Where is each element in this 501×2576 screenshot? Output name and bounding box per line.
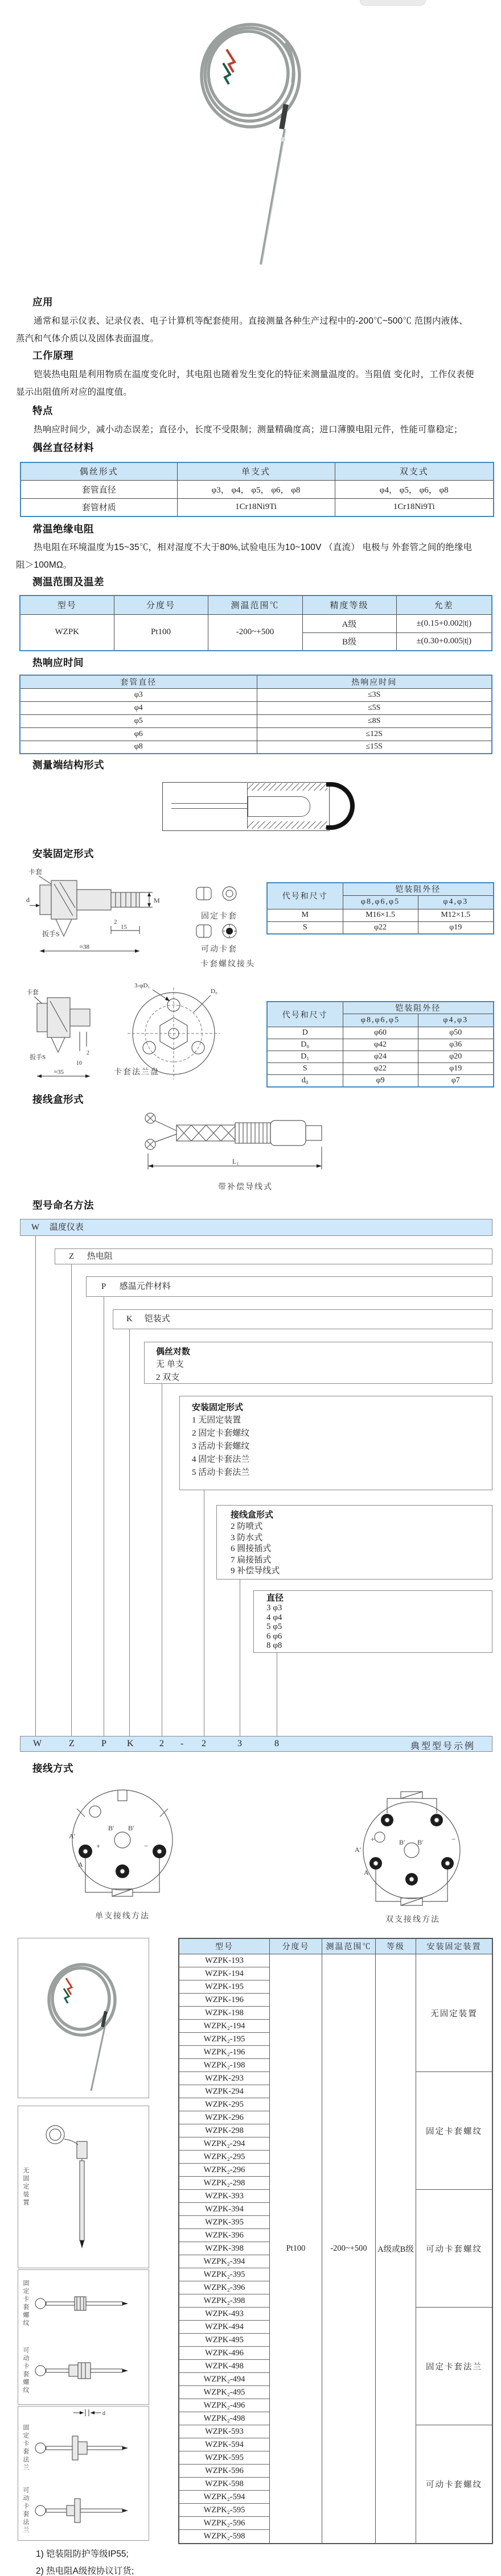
naming-box-title: 接线盒形式 — [231, 1510, 274, 1520]
model-cell: WZPK₂-494 — [179, 2373, 269, 2386]
thread-table-cell: M12×1.5 — [418, 909, 494, 921]
wire-cell: 套管材质 — [20, 498, 177, 516]
probe-drawing-fixed-flange — [32, 2428, 129, 2468]
svg-text:B′: B′ — [417, 1838, 424, 1846]
code-letter: 3 — [237, 1739, 242, 1748]
response-row — [20, 701, 492, 714]
heading-application: 应用 — [32, 296, 53, 308]
model-column — [179, 1954, 269, 2543]
d-dimension — [72, 2409, 106, 2417]
response-cell: ≤3S — [257, 688, 492, 701]
wire-table — [20, 462, 494, 517]
double-wiring-diagram — [344, 1791, 478, 1913]
heading-range: 测温范围及温差 — [32, 576, 104, 588]
response-row — [20, 741, 492, 754]
model-cell: WZPK-198 — [179, 2007, 269, 2020]
naming-box-item: 9 补偿导线式 — [231, 1566, 280, 1576]
probe-caption: 可动卡套法兰 — [22, 2487, 29, 2535]
model-cell: WZPK-594 — [179, 2438, 269, 2451]
response-cell: ≤5S — [257, 701, 492, 714]
model-cell: WZPK₂-594 — [179, 2491, 269, 2504]
naming-connector — [35, 1236, 36, 1736]
code-letter: 2 — [159, 1739, 164, 1748]
flange-table-cell: S — [267, 1063, 343, 1075]
model-cell: WZPK-194 — [179, 1967, 269, 1980]
code-letter: K — [127, 1739, 134, 1748]
response-cell: ≤15S — [257, 741, 492, 754]
wire-cell: 1Cr18Ni9Ti — [177, 498, 335, 516]
probe-photo — [18, 1938, 149, 2098]
model-cell: WZPK-396 — [179, 2229, 269, 2242]
thread-size-table — [266, 882, 494, 935]
model-table-col-header: 等级 — [375, 1939, 416, 1954]
model-cell: WZPK-393 — [179, 2190, 269, 2203]
probe-photo-box — [18, 1938, 149, 2098]
code-letter: Z — [69, 1739, 75, 1748]
model-cell: WZPK₂-196 — [179, 2046, 269, 2059]
svg-text:A′: A′ — [69, 1832, 76, 1840]
svg-text:2: 2 — [114, 919, 117, 925]
code-letter: W — [33, 1739, 42, 1748]
thread-table-corner: 代号和尺寸 — [267, 883, 343, 909]
flange-table-cell: D₀ — [267, 1039, 343, 1051]
response-cell: ≤12S — [257, 727, 492, 741]
thread-table-cell: φ22 — [343, 921, 418, 934]
svg-text:A: A — [364, 1868, 369, 1876]
thread-table-cell: S — [267, 921, 343, 934]
naming-box-item: 3 活动卡套螺纹 — [192, 1442, 250, 1451]
naming-box-item: 3 防水式 — [231, 1533, 263, 1543]
svg-text:d: d — [26, 896, 30, 904]
svg-text:B′: B′ — [128, 1824, 134, 1832]
range-graduation: Pt100 — [114, 614, 208, 651]
flange-table-row — [267, 1027, 494, 1039]
svg-text:扳手S: 扳手S — [30, 1054, 46, 1061]
range-table — [19, 595, 492, 651]
naming-code: P — [101, 1282, 106, 1291]
svg-text:15: 15 — [121, 924, 127, 931]
model-cell: WZPK-295 — [179, 2098, 269, 2111]
flange-table-cell: φ7 — [418, 1075, 494, 1087]
flange-table-sub: φ8,φ6,φ5 — [343, 1014, 418, 1027]
model-cell: WZPK₂-198 — [179, 2059, 269, 2072]
range-tolerance: ±(0.15+0.002|t|) — [396, 614, 492, 632]
naming-box-item: 7 扁接插式 — [231, 1555, 272, 1565]
svg-text:扳手S: 扳手S — [42, 930, 60, 938]
probe-caption: 可动卡套螺纹 — [22, 2347, 29, 2395]
mount-group-column — [416, 1954, 492, 2543]
probe-drawing-movable-flange — [32, 2491, 129, 2530]
model-cell: WZPK₂-294 — [179, 2137, 269, 2151]
heading-response: 热响应时间 — [32, 657, 84, 668]
range-col-header: 型号 — [20, 596, 114, 614]
code-letter: 8 — [274, 1739, 279, 1748]
wire-col-header: 双支式 — [335, 462, 494, 480]
scroll-pill — [360, 0, 426, 6]
flange-table-cell: φ19 — [418, 1063, 494, 1075]
flange-fitting-caption: 卡套法兰盘 — [114, 1068, 159, 1077]
flange-table-cell: φ50 — [418, 1027, 494, 1039]
application-line-2: 蒸汽和气体介质以及固体表面温度。 — [16, 334, 159, 344]
svg-text:2: 2 — [87, 1050, 89, 1056]
flange-table-cell: φ36 — [418, 1039, 494, 1051]
response-cell: φ3 — [20, 688, 257, 701]
compensation-lead-drawing — [142, 1109, 347, 1177]
naming-label: 温度仪表 — [49, 1223, 84, 1232]
response-cell: ≤8S — [257, 714, 492, 727]
heading-tip: 测量端结构形式 — [32, 759, 104, 771]
flange-table-row — [267, 1039, 494, 1051]
model-cell: WZPK₂-298 — [179, 2177, 269, 2190]
model-cell: WZPK₂-195 — [179, 2033, 269, 2046]
model-table-col-header: 型号 — [215, 1943, 233, 1951]
svg-text:−: − — [144, 1842, 149, 1850]
naming-box-item: 3 φ3 — [266, 1603, 282, 1612]
model-cell: WZPK-394 — [179, 2203, 269, 2216]
naming-box-title: 安装固定形式 — [192, 1403, 244, 1412]
code-letter: P — [101, 1739, 106, 1748]
model-cell: WZPK-496 — [179, 2347, 269, 2360]
naming-box-item: 2 防喷式 — [231, 1522, 263, 1531]
naming-label: 铠装式 — [144, 1314, 170, 1324]
model-cell: WZPK₂-295 — [179, 2151, 269, 2164]
naming-code: K — [126, 1314, 133, 1324]
naming-label: 热电阻 — [87, 1252, 113, 1261]
svg-text:A: A — [78, 1860, 83, 1868]
model-cell: WZPK-293 — [179, 2072, 269, 2085]
movable-ferrule-icon — [191, 921, 248, 945]
principle-line-2: 显示出阻值所对应的温度值。 — [16, 387, 133, 397]
mount-group-cell: 可动卡套螺纹 — [426, 2480, 482, 2490]
model-cell: WZPK₂-595 — [179, 2504, 269, 2517]
model-cell: WZPK-595 — [179, 2451, 269, 2465]
response-row — [20, 688, 492, 701]
tip-structure-drawing — [162, 782, 358, 831]
model-cell: WZPK-493 — [179, 2308, 269, 2321]
svg-text:+: + — [96, 1842, 101, 1850]
svg-text:B′: B′ — [108, 1824, 114, 1832]
response-cell: φ6 — [20, 727, 257, 741]
thread-table-row — [267, 909, 494, 921]
model-cell: WZPK-593 — [179, 2425, 269, 2438]
thread-table-sub: φ8,φ6,φ5 — [343, 895, 418, 909]
model-cell: WZPK₂-496 — [179, 2399, 269, 2412]
flange-table-cell: φ42 — [343, 1039, 418, 1051]
single-wiring-diagram — [60, 1786, 185, 1908]
wire-cell: 套管直径 — [20, 480, 177, 498]
range-grade: A级 — [302, 614, 396, 632]
range-range: -200~+500 — [208, 614, 302, 651]
probe-caption: 无固定装置 — [22, 2167, 29, 2207]
thread-table-cell: φ19 — [418, 921, 494, 934]
model-cell: WZPK-495 — [179, 2334, 269, 2347]
model-cell: WZPK-398 — [179, 2242, 269, 2255]
double-wiring-caption: 双支接线方法 — [385, 1916, 440, 1924]
flange-table-corner: 代号和尺寸 — [267, 1002, 343, 1027]
naming-junction-box — [216, 1505, 492, 1579]
probe-drawing-plain — [32, 2119, 135, 2255]
naming-box-item: 6 φ6 — [266, 1631, 282, 1641]
naming-diameter-box — [253, 1590, 492, 1653]
footnote: 1) 铠装阻防护等级IP55; — [36, 2549, 129, 2559]
model-cell: WZPK-294 — [179, 2085, 269, 2098]
fixed-ferrule-label: 固定卡套 — [201, 912, 237, 921]
thread-table-row — [267, 921, 494, 934]
heading-naming: 型号命名方法 — [32, 1200, 94, 1211]
model-cell: WZPK₂-398 — [179, 2294, 269, 2308]
range-grade: B级 — [302, 632, 396, 651]
application-line-1: 通常和显示仪表、记录仪表、电子计算机等配套使用。直接测量各种生产过程中的-200℃~500℃ 范围内液体、 — [34, 316, 468, 326]
model-cell: WZPK₂-296 — [179, 2164, 269, 2177]
thread-table-cell: M16×1.5 — [343, 909, 418, 921]
features-line: 热响应时间少，减小动态误差；直径小，长度不受限制；测量精确度高；进口薄膜电阻元件，性能可靠稳定； — [34, 425, 463, 435]
model-cell: WZPK-494 — [179, 2321, 269, 2334]
naming-box-item: 6 圆接插式 — [231, 1544, 272, 1553]
model-cell: WZPK₂-498 — [179, 2412, 269, 2425]
flange-table-cell: D₁ — [267, 1051, 343, 1063]
model-cell: WZPK₂-194 — [179, 2020, 269, 2033]
svg-text:d: d — [102, 2410, 105, 2417]
svg-text:B′: B′ — [399, 1838, 405, 1846]
range-col-header: 精度等级 — [302, 596, 396, 614]
response-row — [20, 727, 492, 741]
range-model: WZPK — [20, 614, 114, 651]
svg-text:+: + — [371, 1835, 375, 1843]
model-cell: WZPK-195 — [179, 1980, 269, 1994]
single-wiring-caption: 单支接线方法 — [95, 1912, 150, 1921]
naming-level-k — [113, 1309, 492, 1329]
naming-box-item: 4 固定卡套法兰 — [192, 1455, 250, 1464]
svg-text:A′: A′ — [355, 1846, 362, 1854]
model-cell: WZPK₂-598 — [203, 2532, 245, 2541]
probe-image-box-3 — [18, 2406, 149, 2541]
flange-table-group: 铠装阻外径 — [343, 1002, 494, 1014]
code-letter: - — [180, 1739, 184, 1748]
response-cell: φ5 — [20, 714, 257, 727]
thread-table-group: 铠装阻外径 — [343, 883, 494, 895]
flange-table-cell: φ22 — [343, 1063, 418, 1075]
flange-table-cell: φ60 — [343, 1027, 418, 1039]
naming-connector — [129, 1329, 130, 1736]
svg-text:−: − — [451, 1835, 456, 1843]
heading-wire: 偶丝直径材料 — [32, 442, 94, 453]
response-table — [19, 675, 492, 754]
naming-box-item: 2 双支 — [156, 1373, 180, 1382]
response-col-header: 套管直径 — [20, 675, 257, 688]
wire-row — [20, 480, 494, 498]
probe-caption: 固定卡套法兰 — [22, 2424, 29, 2472]
naming-box-item: 2 固定卡套螺纹 — [192, 1429, 250, 1438]
heading-features: 特点 — [32, 405, 53, 416]
mount-group-cell: 无固定装置 — [416, 1954, 492, 2072]
wire-cell: φ3， φ4， φ5， φ6， φ8 — [177, 480, 335, 498]
model-table-col-header: 分度号 — [269, 1939, 322, 1954]
naming-code: Z — [69, 1252, 75, 1261]
model-cell: WZPK-296 — [179, 2111, 269, 2124]
graduation-cell: Pt100 — [269, 1954, 322, 2543]
insulation-line-2: 阻＞100MΩ。 — [16, 560, 72, 570]
example-label: 典型型号示例 — [410, 1742, 476, 1751]
model-table-col-header: 测温范围℃ — [322, 1939, 375, 1954]
footnote: 2) 热电阻A级按协议订货; — [36, 2566, 134, 2576]
model-cell: WZPK₂-596 — [179, 2517, 269, 2530]
response-col-header: 热响应时间 — [257, 675, 492, 688]
flange-table-sub: φ4,φ3 — [418, 1014, 494, 1027]
naming-box-title: 偶丝对数 — [156, 1347, 191, 1357]
range-col-header: 允差 — [396, 596, 492, 614]
naming-code: W — [31, 1223, 40, 1232]
model-cell: WZPK-598 — [179, 2478, 269, 2491]
flange-table-row — [267, 1063, 494, 1075]
model-cell: WZPK₂-396 — [179, 2281, 269, 2294]
range-tolerance: ±(0.30+0.005|t|) — [396, 632, 492, 651]
heading-principle: 工作原理 — [32, 350, 73, 361]
naming-box-item: 8 φ8 — [266, 1641, 282, 1650]
response-row — [20, 714, 492, 727]
naming-box-item: 5 φ5 — [266, 1622, 282, 1631]
svg-text:卡套: 卡套 — [26, 989, 39, 996]
response-cell: φ8 — [20, 741, 257, 754]
model-cell: WZPK₂-395 — [179, 2268, 269, 2281]
wire-cell: φ4， φ5， φ6， φ8 — [335, 480, 494, 498]
flange-table-cell: φ9 — [343, 1075, 418, 1087]
model-selection-table — [178, 1938, 493, 2544]
thread-table-sub: φ4,φ3 — [418, 895, 494, 909]
mount-group-cell: 固定卡套法兰 — [416, 2308, 492, 2425]
probe-drawing-movable-thread — [32, 2348, 129, 2393]
wire-cell: 1Cr18Ni9Ti — [335, 498, 494, 516]
svg-text:≈35: ≈35 — [54, 1069, 64, 1076]
probe-drawing-fixed-thread — [32, 2281, 129, 2326]
flange-table-cell: φ24 — [343, 1051, 418, 1063]
model-cell: WZPK-498 — [179, 2360, 269, 2373]
naming-box-item: 5 活动卡套法兰 — [192, 1468, 250, 1477]
heading-junction: 接线盒形式 — [32, 1094, 84, 1105]
naming-box-item: 无 单支 — [156, 1360, 184, 1369]
flange-table-row — [267, 1051, 494, 1063]
heading-insulation: 常温绝缘电阻 — [32, 523, 94, 535]
naming-level-w — [20, 1219, 492, 1236]
principle-line-1: 铠装热电阻是利用物质在温度变化时，其电阻也随着发生变化的特征来测量温度的。当阻值 变化时，工作仪表便 — [34, 370, 474, 379]
svg-text:卡套: 卡套 — [28, 868, 43, 876]
compensation-lead-caption: 带补偿导线式 — [218, 1183, 273, 1192]
wire-col-header: 偶丝形式 — [20, 462, 177, 480]
model-table-col-header: 安装固定装置 — [416, 1939, 492, 1954]
naming-box-item: 1 无固定装置 — [192, 1416, 241, 1425]
svg-text:3-φD₁: 3-φD₁ — [134, 982, 150, 989]
thread-fitting-caption: 卡套螺纹接头 — [200, 960, 255, 969]
probe-caption: 固定卡套螺纹 — [22, 2280, 29, 2327]
hero-product-image — [142, 9, 359, 270]
model-cell: WZPK-193 — [179, 1954, 269, 1967]
heading-mounting: 安装固定形式 — [32, 848, 94, 859]
flange-table-cell: d₀ — [267, 1075, 343, 1087]
mount-group-cell: 固定卡套螺纹 — [416, 2072, 492, 2190]
range-col-header: 分度号 — [114, 596, 208, 614]
code-letter: 2 — [202, 1739, 206, 1748]
probe-image-box-2 — [18, 2269, 149, 2405]
naming-pairs-box — [144, 1342, 492, 1384]
model-naming-diagram — [20, 1219, 492, 1754]
thread-fitting-drawing — [23, 867, 188, 958]
naming-box-item: 4 φ4 — [266, 1612, 282, 1622]
naming-level-p — [86, 1276, 492, 1297]
naming-mount-box — [179, 1396, 492, 1490]
svg-text:M: M — [154, 896, 160, 904]
naming-label: 感温元件材料 — [119, 1282, 171, 1291]
model-cell: WZPK-196 — [179, 1994, 269, 2007]
svg-text:10: 10 — [76, 1060, 82, 1066]
heading-wiring: 接线方式 — [32, 1763, 73, 1774]
thread-table-cell: M — [267, 909, 343, 921]
flange-table-row — [267, 1075, 494, 1087]
insulation-line-1: 热电阻在环境温度为15~35℃，相对湿度不大于80%,试验电压为10~100V （直流） 电极与 外套管之间的绝缘电 — [34, 543, 473, 552]
naming-code-bar — [20, 1736, 492, 1752]
model-cell: WZPK₂-495 — [179, 2386, 269, 2399]
naming-box-title: 直径 — [266, 1593, 284, 1603]
grade-cell: A级或B级 — [375, 1954, 416, 2543]
svg-text:L₁: L₁ — [232, 1157, 239, 1165]
response-cell: φ4 — [20, 701, 257, 714]
range-col-header: 测温范围℃ — [208, 596, 302, 614]
model-cell: WZPK₂-394 — [179, 2255, 269, 2268]
model-cell: WZPK-298 — [179, 2124, 269, 2137]
model-cell: WZPK-395 — [179, 2216, 269, 2229]
model-cell: WZPK-596 — [179, 2465, 269, 2478]
model-table-header — [179, 1939, 492, 1954]
flange-table-cell: D — [267, 1027, 343, 1039]
naming-connector — [71, 1264, 72, 1736]
range-cell: -200~+500 — [322, 1954, 375, 2543]
mount-group-cell: 可动卡套螺纹 — [416, 2190, 492, 2308]
wire-row — [20, 498, 494, 516]
probe-image-box-1 — [18, 2106, 149, 2268]
svg-text:D₀: D₀ — [211, 988, 217, 995]
flange-size-table — [266, 1001, 494, 1088]
svg-text:≈38: ≈38 — [80, 944, 90, 950]
wire-col-header: 单支式 — [177, 462, 335, 480]
flange-table-cell: φ20 — [418, 1051, 494, 1063]
movable-ferrule-label: 可动卡套 — [201, 945, 237, 954]
naming-level-z — [55, 1248, 492, 1264]
